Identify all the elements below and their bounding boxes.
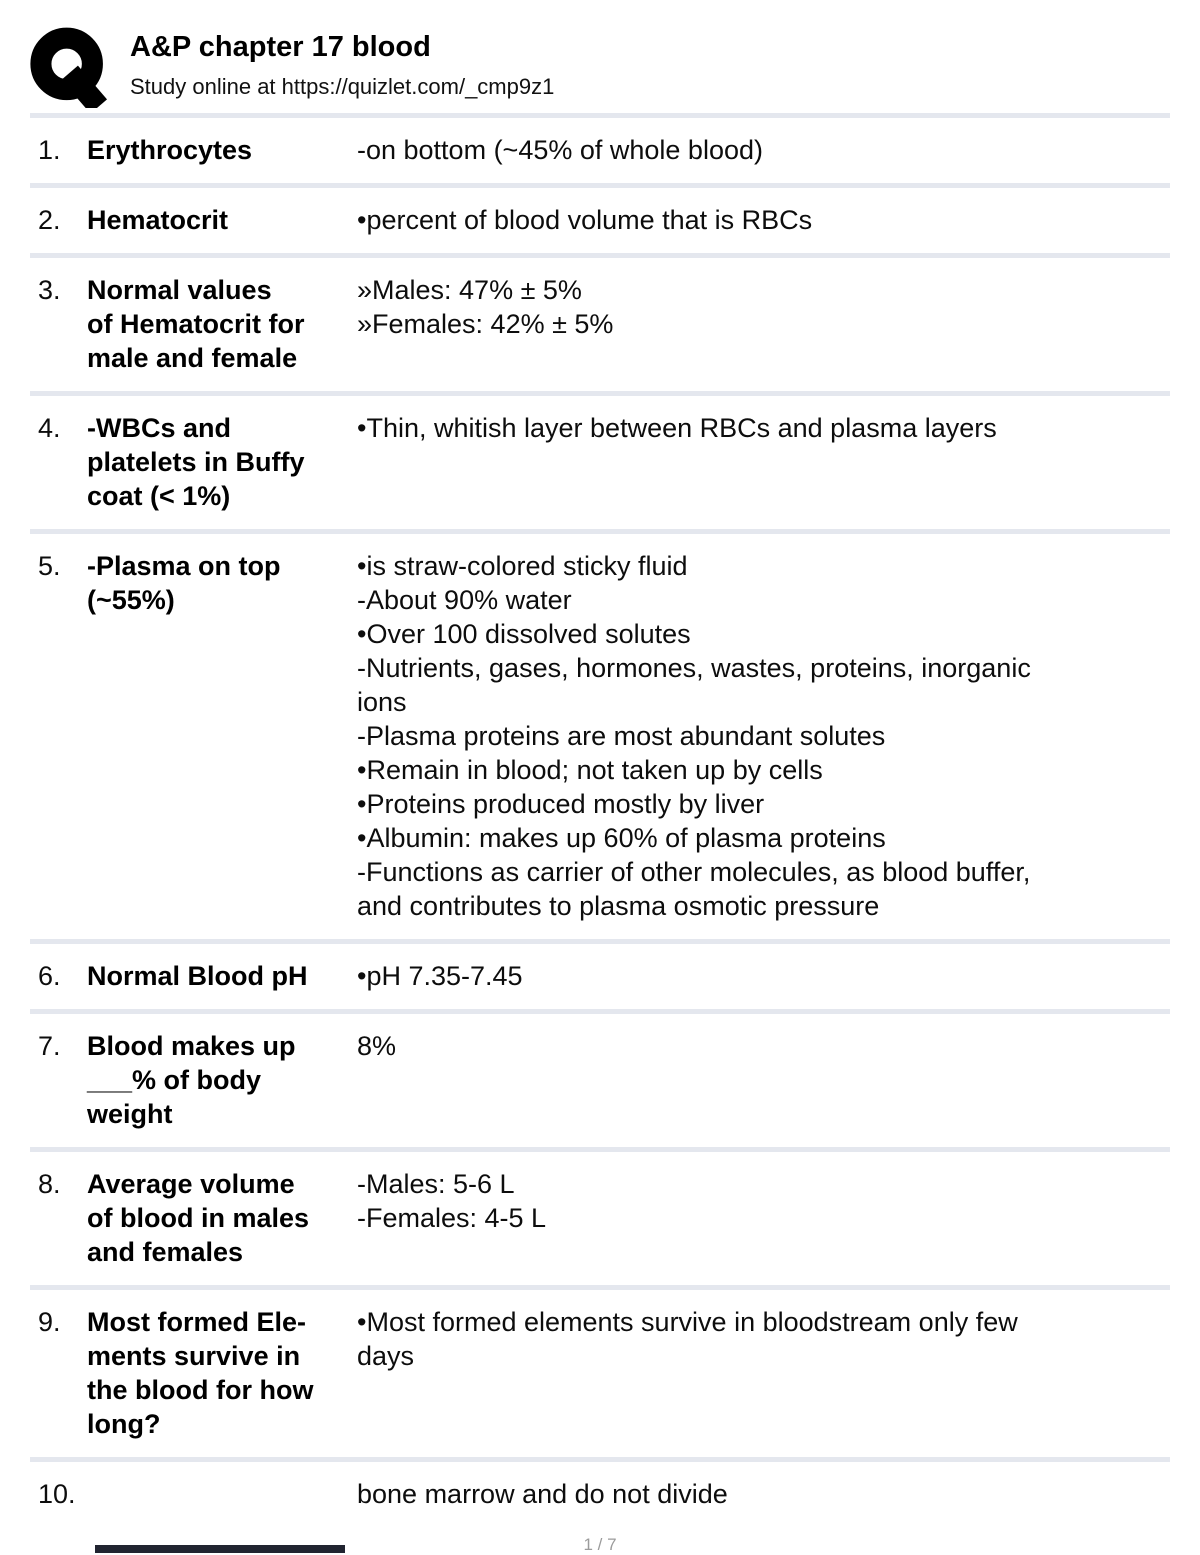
entry-term — [87, 1029, 357, 1131]
definition-line: •Over 100 dissolved solutes — [357, 619, 691, 649]
entry-term — [87, 1305, 357, 1441]
entry-term — [87, 411, 357, 513]
entry-definition — [357, 411, 1170, 445]
definition-line: •Remain in blood; not taken up by cells — [357, 755, 823, 785]
term-line: Blood makes up — [87, 1031, 296, 1061]
flashcard-entry-row — [30, 118, 1170, 183]
entry-number: 9. — [38, 1307, 61, 1337]
entry-term — [87, 1167, 357, 1269]
flashcard-entry-row — [30, 1290, 1170, 1457]
term-line: of Hematocrit for — [87, 309, 305, 339]
term-line: -WBCs and — [87, 413, 231, 443]
entry-number: 7. — [38, 1031, 61, 1061]
term-line: Normal Blood pH — [87, 961, 308, 991]
term-line: weight — [87, 1099, 173, 1129]
page-number: 1 / 7 — [583, 1535, 617, 1554]
entry-term — [87, 549, 357, 617]
term-line: -Plasma on top — [87, 551, 281, 581]
definition-line: -About 90% water — [357, 585, 572, 615]
entry-list — [30, 118, 1170, 1527]
entry-number: 2. — [38, 205, 61, 235]
flashcard-entry-row — [30, 534, 1170, 939]
page-title: A&P chapter 17 blood — [130, 31, 431, 63]
flashcard-entry-row — [30, 1462, 1170, 1527]
flashcard-entry-row — [30, 396, 1170, 529]
term-line: and females — [87, 1237, 244, 1267]
entry-definition — [357, 133, 1170, 167]
term-line: long? — [87, 1409, 161, 1439]
definition-line: •Thin, whitish layer between RBCs and plasma layers — [357, 413, 997, 443]
entry-definition — [357, 959, 1170, 993]
flashcard-entry-row — [30, 258, 1170, 391]
definition-line: -Functions as carrier of other molecules, as blood buffer, — [357, 857, 1031, 887]
definition-line: and contributes to plasma osmotic pressure — [357, 891, 880, 921]
term-line: of blood in males — [87, 1203, 310, 1233]
term-line: Normal values — [87, 275, 272, 305]
entry-definition — [357, 273, 1170, 341]
term-line: ___% of body — [87, 1065, 262, 1095]
document-header — [30, 0, 1170, 108]
quizlet-q-logo-icon — [30, 26, 108, 108]
definition-line: -Plasma proteins are most abundant solutes — [357, 721, 886, 751]
entry-definition — [357, 1305, 1170, 1373]
definition-line: •is straw-colored sticky fluid — [357, 551, 688, 581]
definition-line: •pH 7.35-7.45 — [357, 961, 523, 991]
definition-line: 8% — [357, 1031, 397, 1061]
term-line: Hematocrit — [87, 205, 229, 235]
term-line: Average volume — [87, 1169, 295, 1199]
definition-line: •Most formed elements survive in bloodstream only few — [357, 1307, 1018, 1337]
flashcard-entry-row — [30, 1152, 1170, 1285]
header-titles — [130, 26, 554, 100]
entry-number: 1. — [38, 135, 61, 165]
entry-number: 3. — [38, 275, 61, 305]
definition-line: days — [357, 1341, 415, 1371]
flashcard-entry-row — [30, 944, 1170, 1009]
entry-definition — [357, 549, 1170, 923]
term-line: ments survive in — [87, 1341, 301, 1371]
flashcard-entry-row — [30, 1014, 1170, 1147]
flashcard-entry-row — [30, 188, 1170, 253]
definition-line: -Females: 4-5 L — [357, 1203, 547, 1233]
definition-line: ions — [357, 687, 407, 717]
entry-number: 4. — [38, 413, 61, 443]
definition-line: •Proteins produced mostly by liver — [357, 789, 765, 819]
entry-term — [87, 273, 357, 375]
term-line: male and female — [87, 343, 298, 373]
entry-number: 6. — [38, 961, 61, 991]
entry-number: 10. — [38, 1479, 76, 1509]
entry-number: 5. — [38, 551, 61, 581]
entry-term — [87, 133, 357, 167]
term-line: platelets in Buffy — [87, 447, 305, 477]
term-line: coat (< 1%) — [87, 481, 231, 511]
definition-line: »Females: 42% ± 5% — [357, 309, 614, 339]
entry-definition — [357, 203, 1170, 237]
definition-line: •Albumin: makes up 60% of plasma proteins — [357, 823, 886, 853]
entry-number: 8. — [38, 1169, 61, 1199]
entry-definition — [357, 1029, 1170, 1063]
entry-definition — [357, 1477, 1170, 1511]
term-line: the blood for how — [87, 1375, 314, 1405]
study-online-link[interactable]: Study online at https://quizlet.com/_cmp9z1 — [130, 73, 555, 99]
definition-line: -Males: 5-6 L — [357, 1169, 515, 1199]
entry-term — [87, 203, 357, 237]
term-line: Most formed Ele- — [87, 1307, 307, 1337]
definition-line: -Nutrients, gases, hormones, wastes, proteins, inorganic — [357, 653, 1031, 683]
definition-line: •percent of blood volume that is RBCs — [357, 205, 813, 235]
entry-term — [87, 959, 357, 993]
definition-line: -on bottom (~45% of whole blood) — [357, 135, 763, 165]
term-line: Erythrocytes — [87, 135, 253, 165]
next-page-cropped-text — [95, 1545, 345, 1553]
definition-line: bone marrow and do not divide — [357, 1479, 728, 1509]
term-line: (~55%) — [87, 585, 175, 615]
entry-definition — [357, 1167, 1170, 1235]
definition-line: »Males: 47% ± 5% — [357, 275, 582, 305]
